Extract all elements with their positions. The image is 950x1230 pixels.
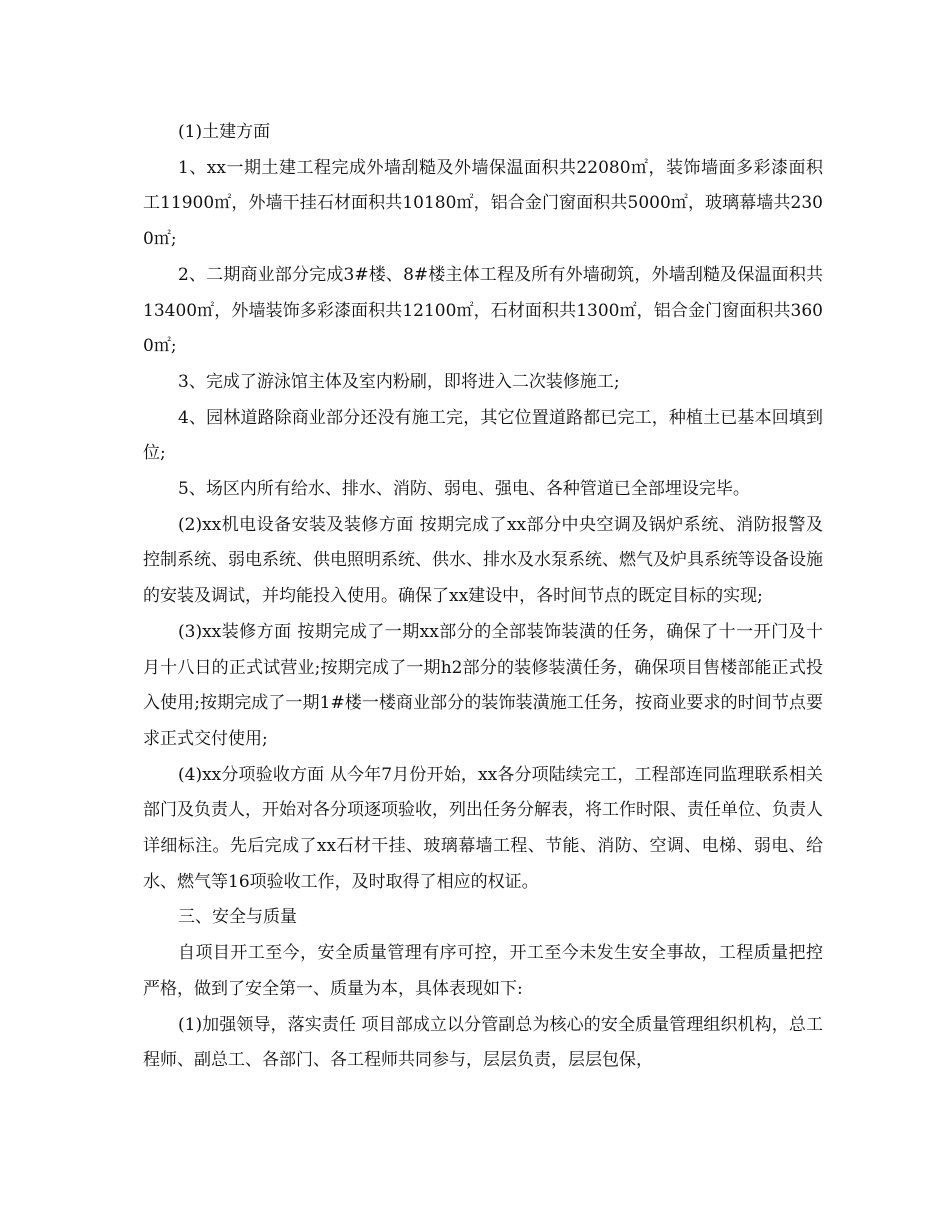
paragraph-mep-installation: (2)xx机电设备安装及装修方面 按期完成了xx部分中央空调及锅炉系统、消防报警及控制系统、弱电系统、供电照明系统、供水、排水及水泵系统、燃气及炉具系统等设备设施的安装及调试，并均能投入使用。确保了xx建设中，各时间节点的既定目标的实现; bbox=[143, 514, 823, 607]
document-body bbox=[143, 115, 823, 1079]
section-heading-civil: (1)土建方面 bbox=[178, 122, 271, 142]
paragraph-garden-roads: 4、园林道路除商业部分还没有施工完，其它位置道路都已完工，种植土已基本回填到位; bbox=[143, 407, 823, 464]
paragraph-civil-phase1: 1、xx一期土建工程完成外墙刮糙及外墙保温面积共22080㎡，装饰墙面多彩漆面积工11900㎡，外墙干挂石材面积共10180㎡，铝合金门窗面积共5000㎡，玻璃幕墙共2300㎡; bbox=[143, 157, 823, 250]
section-heading-safety-quality: 三、安全与质量 bbox=[178, 907, 297, 928]
paragraph-decoration: (3)xx装修方面 按期完成了一期xx部分的全部装饰装潢的任务，确保了十一开门及十月十八日的正式试营业;按期完成了一期h2部分的装修装潢任务，确保项目售楼部能正式投入使用;按期完成了一期1#楼一楼商业部分的装饰装潢施工任务，按商业要求的时间节点要求正式交付使用; bbox=[143, 621, 823, 749]
paragraph-leadership: (1)加强领导，落实责任 项目部成立以分管副总为核心的安全质量管理组织机构，总工程师、副总工、各部门、各工程师共同参与，层层负责，层层包保， bbox=[143, 1014, 823, 1071]
paragraph-civil-phase2: 2、二期商业部分完成3#楼、8#楼主体工程及所有外墙砌筑，外墙刮糙及保温面积共13400㎡，外墙装饰多彩漆面积共12100㎡，石材面积共1300㎡，铝合金门窗面积共3600㎡; bbox=[143, 264, 823, 357]
paragraph-acceptance: (4)xx分项验收方面 从今年7月份开始，xx各分项陆续完工，工程部连同监理联系相关部门及负责人，开始对各分项逐项验收，列出任务分解表，将工作时限、责任单位、负责人详细标注。先后完成了xx石材干挂、玻璃幕墙工程、节能、消防、空调、电梯、弱电、给水、燃气等16项验收工作，及时取得了相应的权证。 bbox=[143, 764, 823, 892]
paragraph-safety-intro: 自项目开工至今，安全质量管理有序可控，开工至今未发生安全事故，工程质量把控严格，做到了安全第一、质量为本，具体表现如下: bbox=[143, 943, 823, 999]
paragraph-swimming-pool: 3、完成了游泳馆主体及室内粉刷，即将进入二次装修施工; bbox=[178, 371, 620, 392]
paragraph-pipelines: 5、场区内所有给水、排水、消防、弱电、强电、各种管道已全部埋设完毕。 bbox=[178, 479, 750, 500]
